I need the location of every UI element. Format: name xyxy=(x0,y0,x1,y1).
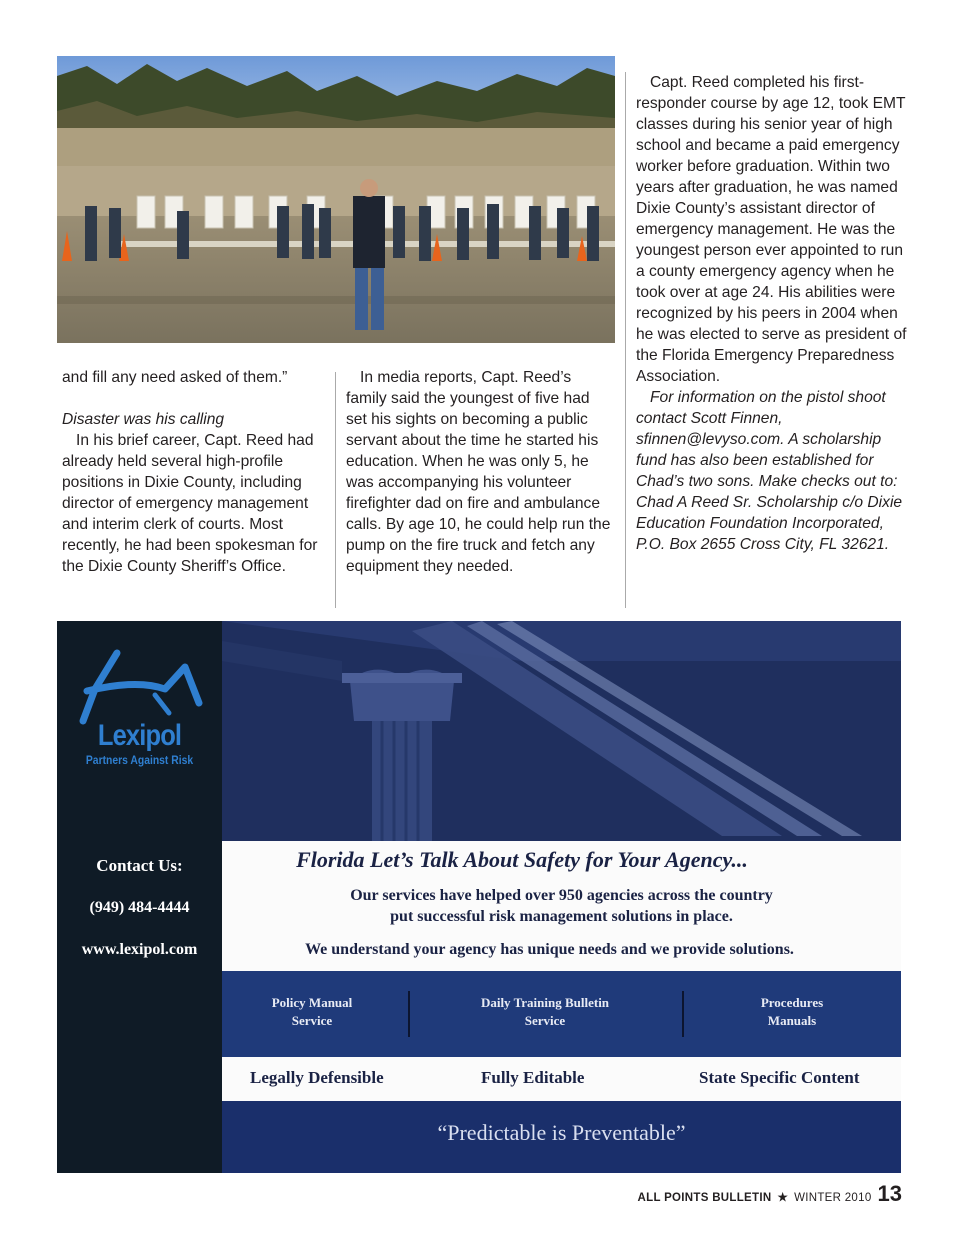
page-number: 13 xyxy=(877,1181,902,1206)
service-policy-manual-line1: Policy Manual xyxy=(271,995,353,1010)
service-divider-2 xyxy=(682,991,684,1037)
ad-subtext-3: We understand your agency has unique needs and we provide solutions. xyxy=(305,941,794,958)
service-dtb-line2: Service xyxy=(524,1013,566,1028)
column3-paragraph-2: For information on the pistol shoot contact Scott Finnen, sfinnen@levyso.com. A scholarship fund has also been established for Chad’s two sons. Make checks out to: Chad A Reed Sr. Scholarship c/o Dixie Education Foundation Incorporated, P.O. Box 2655 Cross City, FL 32621. xyxy=(636,389,903,553)
feature-fully-editable: Fully Editable xyxy=(481,1068,585,1087)
lexipol-advertisement[interactable] xyxy=(57,621,901,1173)
footer-publication: ALL POINTS BULLETIN xyxy=(637,1192,772,1204)
column3-paragraph-1: Capt. Reed completed his first-responder course by age 12, took EMT classes during his senior year of high school and became a paid emergency worker before graduation. Within two years after graduation, he was named Dixie County’s assistant director of emergency management. He was the youngest person ever appointed to run a county emergency agency when he took over at age 24. His abilities were recognized by his peers in 2004 when he was elected to serve as president of the Florida Emergency Preparedness Association. xyxy=(636,74,907,385)
page-footer xyxy=(638,1181,902,1207)
range-photo xyxy=(57,56,615,343)
contact-label: Contact Us: xyxy=(96,856,183,875)
feature-state-specific-content: State Specific Content xyxy=(699,1068,860,1087)
ad-headline: Florida Let’s Talk About Safety for Your Agency... xyxy=(296,847,748,872)
lexipol-brand-name: Lexipol xyxy=(97,719,182,752)
service-divider-1 xyxy=(408,991,410,1037)
service-daily-training-bulletin[interactable] xyxy=(450,994,640,1030)
service-procedures-line2: Manuals xyxy=(767,1013,817,1028)
service-procedures-manuals[interactable] xyxy=(737,994,847,1030)
service-policy-manual[interactable] xyxy=(242,994,382,1030)
contact-website-link[interactable]: www.lexipol.com xyxy=(81,941,198,958)
column-rule-1 xyxy=(335,372,336,608)
range-photo-illustration xyxy=(57,56,615,343)
article-column-3 xyxy=(636,72,914,555)
courthouse-column-illustration xyxy=(222,621,901,841)
ad-left-panel xyxy=(57,621,222,1173)
column2-paragraph-1: In media reports, Capt. Reed’s family said the youngest of five had set his sights on becoming a public servant about the time he started his education. When he was only 5, he was accompanying his volunteer firefighter dad on fire and ambulance calls. By age 10, he could help run the pump on the fire truck and fetch any equipment they needed. xyxy=(346,369,611,575)
column1-paragraph-2: In his brief career, Capt. Reed had already held several high-profile positions in Dixie County, including director of emergency management and interim clerk of courts. Most recently, he had been spokesman for the Dixie County Sheriff’s Office. xyxy=(62,432,318,575)
ad-right-panel xyxy=(222,621,901,1173)
contact-phone[interactable]: (949) 484-4444 xyxy=(89,899,190,916)
footer-issue: WINTER 2010 xyxy=(794,1192,872,1204)
lexipol-tagline: Partners Against Risk xyxy=(85,755,194,767)
service-procedures-line1: Procedures xyxy=(760,995,824,1010)
column1-paragraph-1: and fill any need asked of them.” xyxy=(62,369,288,386)
footer-star-icon: ★ xyxy=(777,1192,789,1204)
service-dtb-line1: Daily Training Bulletin xyxy=(480,995,610,1010)
subhead-disaster: Disaster was his calling xyxy=(62,411,225,428)
ad-motto: “Predictable is Preventable” xyxy=(437,1120,686,1145)
article-column-2 xyxy=(346,367,614,577)
ad-subtext-1: Our services have helped over 950 agencies across the country xyxy=(350,887,773,904)
feature-legally-defensible: Legally Defensible xyxy=(250,1068,384,1087)
service-policy-manual-line2: Service xyxy=(291,1013,333,1028)
ad-subtext-2: put successful risk management solutions in place. xyxy=(390,908,733,925)
article-column-1 xyxy=(62,367,320,577)
column-rule-2 xyxy=(625,72,626,608)
